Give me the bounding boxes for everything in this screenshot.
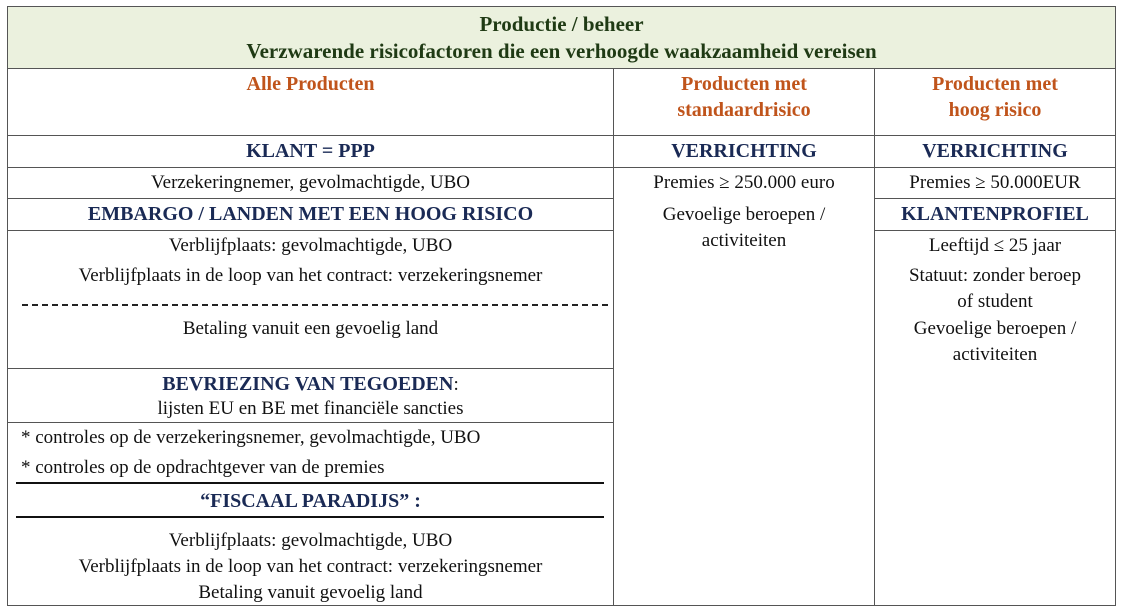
controle-2: * controles op de opdrachtgever van de premies xyxy=(21,457,385,478)
col2-premies: Premies ≥ 250.000 euro xyxy=(653,172,835,193)
column-title-standard-line2: standaardrisico xyxy=(677,99,811,121)
bevriezing-heading-text: BEVRIEZING VAN TEGOEDEN xyxy=(162,373,454,395)
row-divider-embargo-body xyxy=(8,368,613,369)
embargo-line-3: Betaling vanuit een gevoelig land xyxy=(182,318,439,339)
col3-leeftijd: Leeftijd ≤ 25 jaar xyxy=(928,235,1062,256)
col3-heading: VERRICHTING xyxy=(922,140,1068,162)
klant-heading: KLANT = PPP xyxy=(246,140,375,162)
controle-1: * controles op de verzekeringsnemer, gevolmachtigde, UBO xyxy=(21,427,481,448)
column-title-high-line1: Producten met xyxy=(932,73,1058,95)
fiscaal-line-3: Betaling vanuit gevoelig land xyxy=(198,582,423,603)
embargo-line-1: Verblijfplaats: gevolmachtigde, UBO xyxy=(168,235,453,256)
header-title: Productie / beheer xyxy=(479,12,644,36)
row-divider-bevriezing xyxy=(8,422,613,423)
row-divider-premies-col3 xyxy=(874,198,1115,199)
dashed-separator xyxy=(22,304,608,306)
column-title-high xyxy=(875,71,1115,123)
fiscaal-rule-bottom xyxy=(16,516,604,518)
fiscaal-line-2: Verblijfplaats in de loop van het contract: verzekeringsnemer xyxy=(78,556,543,577)
col3-gevoelig-line2: activiteiten xyxy=(952,344,1038,365)
bevriezing-sub: lijsten EU en BE met financiële sancties xyxy=(157,398,464,419)
row-divider-titles xyxy=(8,135,1115,136)
fiscaal-line-1: Verblijfplaats: gevolmachtigde, UBO xyxy=(168,530,453,551)
row-divider-embargo-heading xyxy=(8,230,613,231)
header-subtitle: Verzwarende risicofactoren die een verhoogde waakzaamheid vereisen xyxy=(246,39,877,63)
col3-premies: Premies ≥ 50.000EUR xyxy=(909,172,1081,193)
col2-gevoelig-line2: activiteiten xyxy=(701,230,787,251)
row-divider-klant xyxy=(8,198,613,199)
embargo-line-2: Verblijfplaats in de loop van het contract: verzekeringsnemer xyxy=(78,265,543,286)
bevriezing-heading xyxy=(8,371,613,398)
table-header xyxy=(8,7,1115,69)
bevriezing-colon: : xyxy=(453,374,459,395)
col2-gevoelig-line1: Gevoelige beroepen / xyxy=(662,204,826,225)
klant-text: Verzekeringnemer, gevolmachtigde, UBO xyxy=(151,172,470,193)
column-title-standard xyxy=(614,71,874,123)
fiscaal-rule-top xyxy=(16,482,604,484)
embargo-heading: EMBARGO / LANDEN MET EEN HOOG RISICO xyxy=(87,203,534,225)
column-title-standard-line1: Producten met xyxy=(681,73,807,95)
column-title-high-line2: hoog risico xyxy=(948,99,1042,121)
col2-heading: VERRICHTING xyxy=(671,140,817,162)
col3-gevoelig-line1: Gevoelige beroepen / xyxy=(913,318,1077,339)
col3-statuut-line1: Statuut: zonder beroep xyxy=(908,265,1081,286)
risk-table xyxy=(7,6,1116,606)
col3-statuut-line2: of student xyxy=(957,291,1033,312)
row-divider-profiel-heading xyxy=(874,230,1115,231)
column-title-all: Alle Producten xyxy=(246,73,375,95)
fiscaal-heading: “FISCAAL PARADIJS” : xyxy=(200,490,421,512)
row-divider-headings xyxy=(8,167,1115,168)
klantenprofiel-heading: KLANTENPROFIEL xyxy=(901,203,1089,225)
